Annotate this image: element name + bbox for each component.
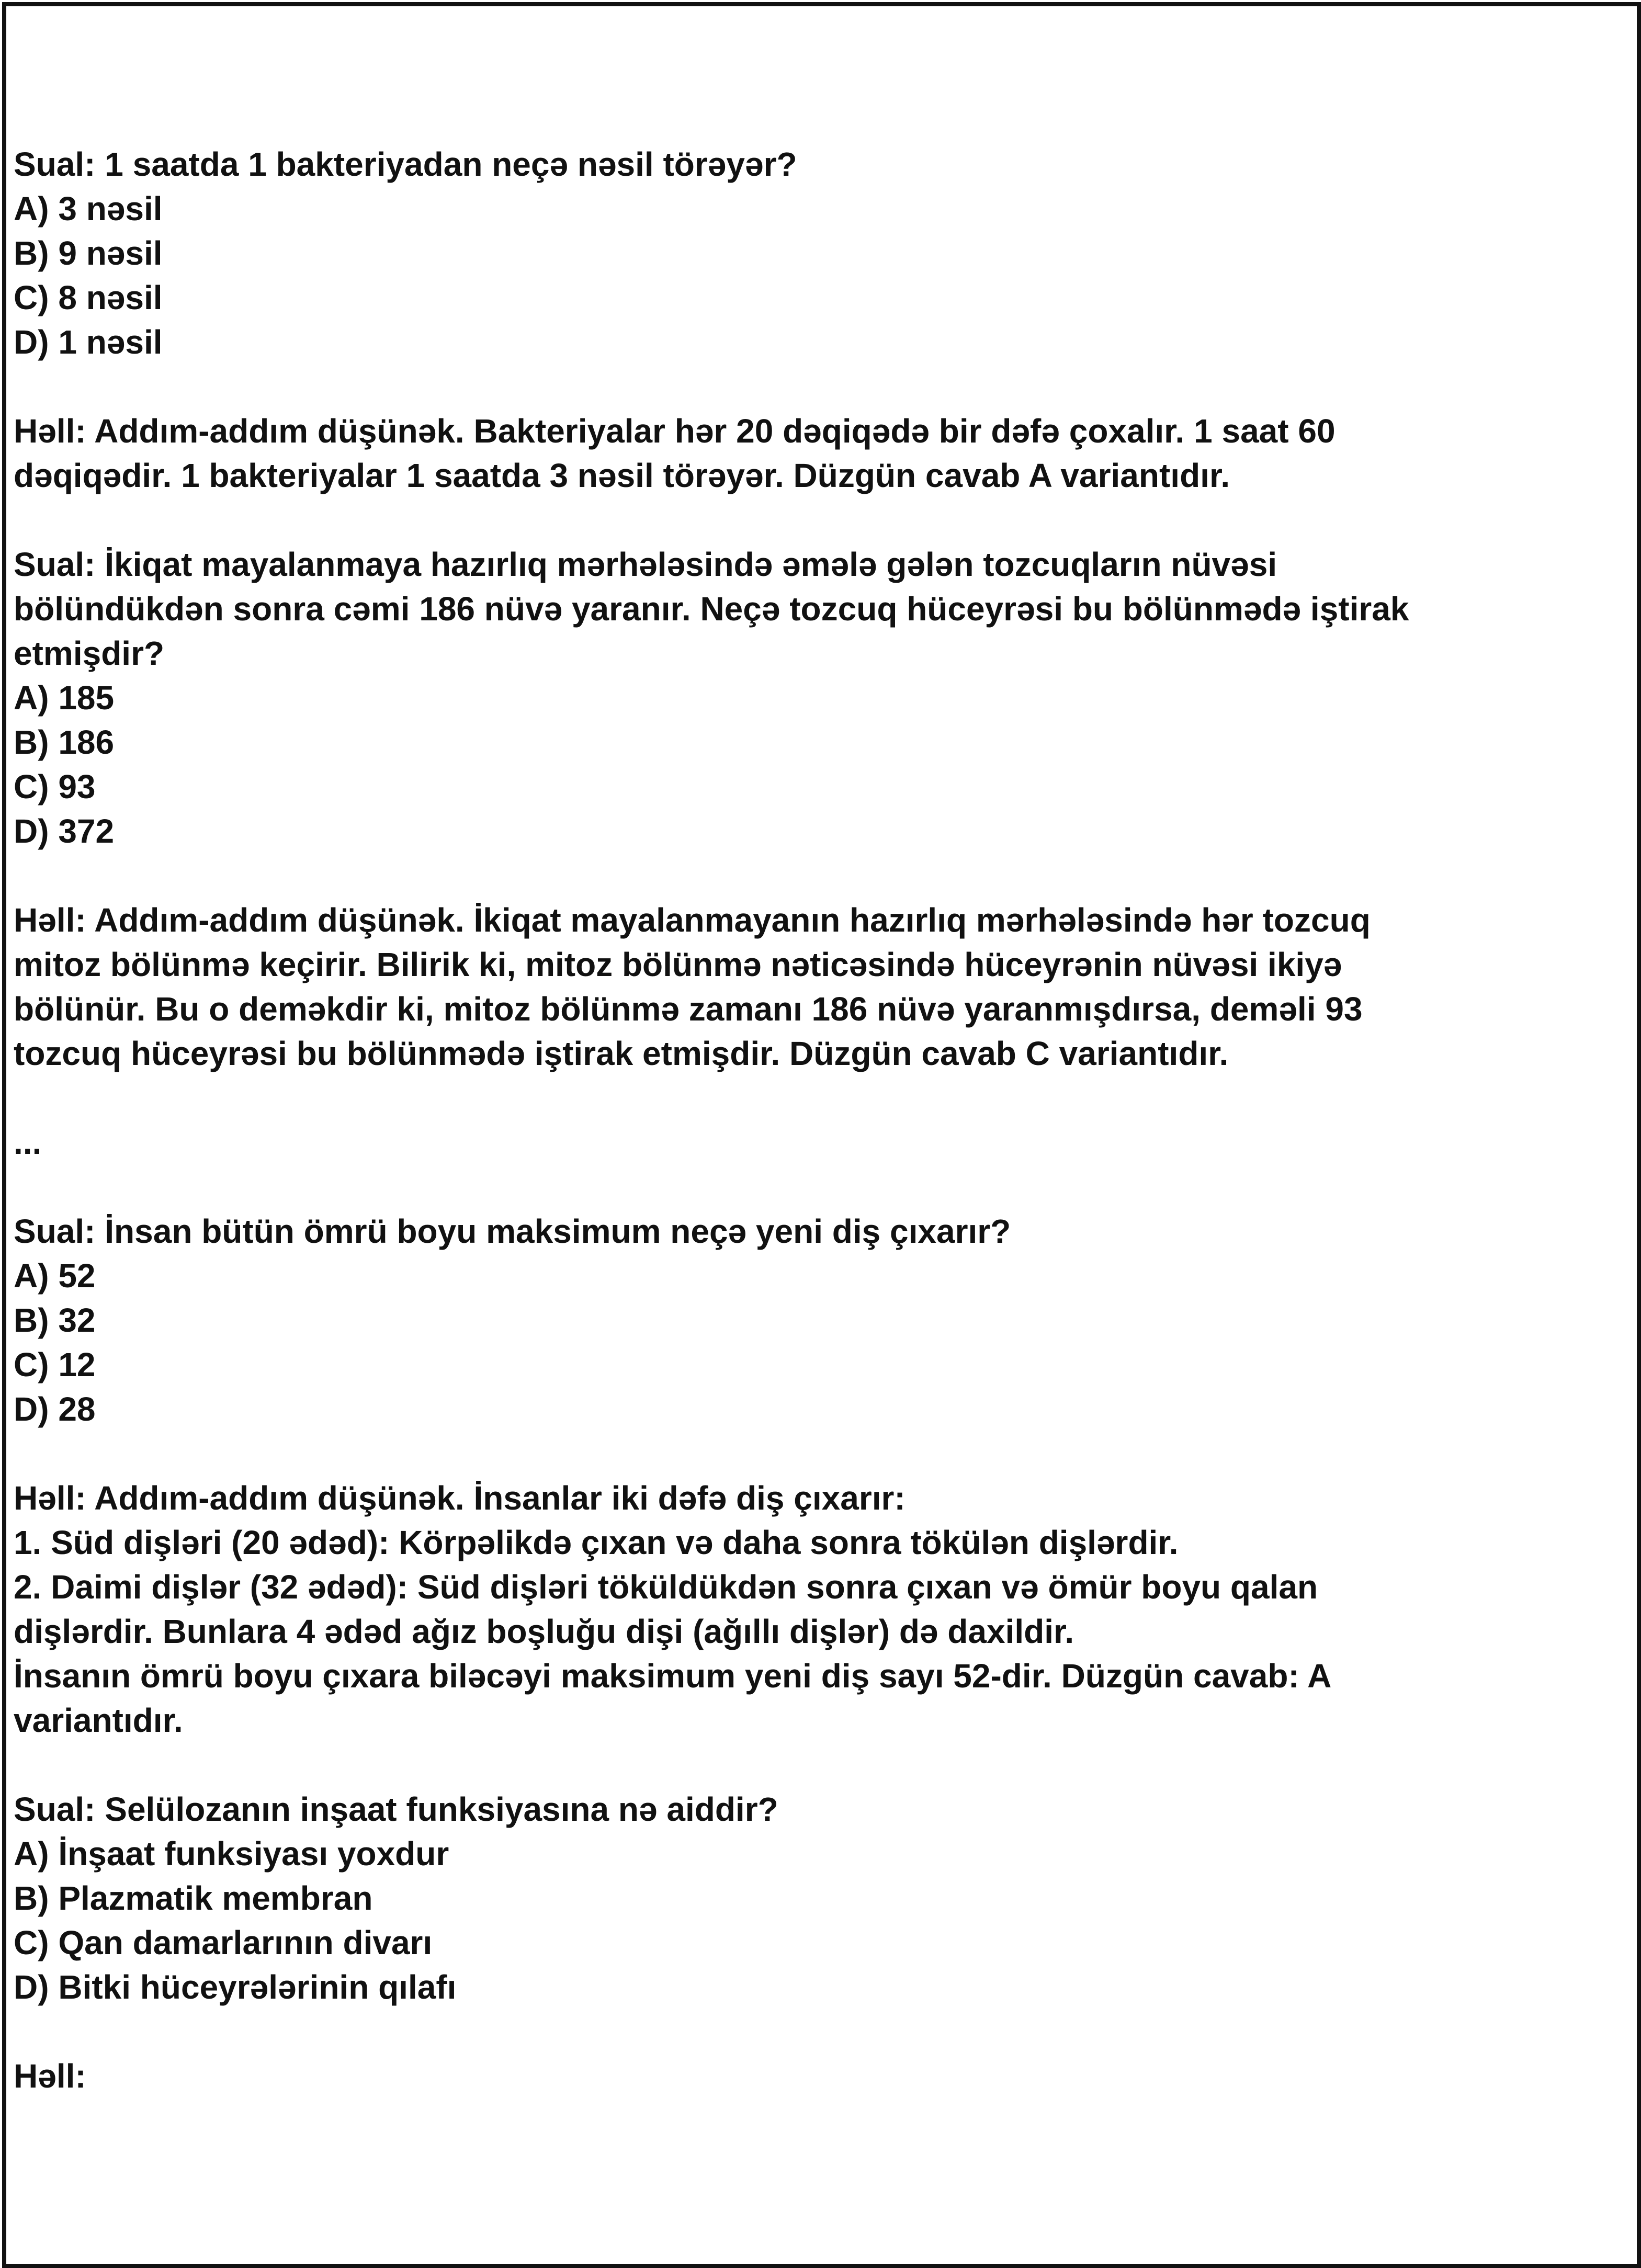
question-3-solution-line: 1. Süd dişləri (20 ədəd): Körpəlikdə çıxan və daha sonra tökülən dişlərdir. — [14, 1524, 1179, 1561]
question-3-text: Sual: İnsan bütün ömrü boyu maksimum neçə yeni diş çıxarır? — [14, 1212, 1011, 1250]
question-4-option-c: C) Qan damarlarının divarı — [14, 1924, 433, 1961]
question-2-option-d: D) 372 — [14, 812, 115, 850]
document-content — [14, 142, 1621, 2099]
question-4-text: Sual: Selülozanın inşaat funksiyasına nə aiddir? — [14, 1790, 778, 1828]
question-2-option-a: A) 185 — [14, 679, 115, 717]
question-1-solution-line: dəqiqədir. 1 bakteriyalar 1 saatda 3 nəsil törəyər. Düzgün cavab A variantıdır. — [14, 457, 1230, 494]
question-1-option-c: C) 8 nəsil — [14, 279, 163, 316]
question-2-text-line: etmişdir? — [14, 634, 165, 672]
question-1-option-d: D) 1 nəsil — [14, 323, 163, 361]
question-2-solution-line: bölünür. Bu o deməkdir ki, mitoz bölünmə zamanı 186 nüvə yaranmışdırsa, deməli 93 — [14, 990, 1363, 1028]
question-1-solution-line: Həll: Addım-addım düşünək. Bakteriyalar hər 20 dəqiqədə bir dəfə çoxalır. 1 saat 60 — [14, 412, 1336, 450]
question-3-solution-line: variantıdır. — [14, 1702, 183, 1739]
question-2-option-c: C) 93 — [14, 768, 96, 806]
question-3-solution-line: İnsanın ömrü boyu çıxara biləcəyi maksimum yeni diş sayı 52-dir. Düzgün cavab: A — [14, 1657, 1332, 1695]
question-2-text-line: Sual: İkiqat mayalanmaya hazırlıq mərhələsində əmələ gələn tozcuqların nüvəsi — [14, 546, 1277, 583]
question-4-option-a: A) İnşaat funksiyası yoxdur — [14, 1835, 449, 1873]
question-4-option-d: D) Bitki hüceyrələrinin qılafı — [14, 1968, 457, 2006]
question-3-option-a: A) 52 — [14, 1257, 96, 1295]
document-frame — [2, 2, 1641, 2268]
question-4-solution-label: Həll: — [14, 2057, 86, 2095]
question-3-option-c: C) 12 — [14, 1346, 96, 1384]
question-2-solution-line: Həll: Addım-addım düşünək. İkiqat mayalanmayanın hazırlıq mərhələsində hər tozcuq — [14, 901, 1371, 939]
question-3-option-b: B) 32 — [14, 1301, 96, 1339]
question-1-option-b: B) 9 nəsil — [14, 234, 163, 272]
question-2-solution-line: mitoz bölünmə keçirir. Bilirik ki, mitoz bölünmə nəticəsində hüceyrənin nüvəsi ikiyə — [14, 946, 1342, 983]
question-1-text: Sual: 1 saatda 1 bakteriyadan neçə nəsil törəyər? — [14, 145, 797, 183]
question-2-solution-line: tozcuq hüceyrəsi bu bölünmədə iştirak etmişdir. Düzgün cavab C variantıdır. — [14, 1035, 1229, 1072]
question-3-solution-line: dişlərdir. Bunlara 4 ədəd ağız boşluğu dişi (ağıllı dişlər) də daxildir. — [14, 1613, 1074, 1650]
question-2-option-b: B) 186 — [14, 723, 115, 761]
question-2-text-line: bölündükdən sonra cəmi 186 nüvə yaranır. Neçə tozcuq hüceyrəsi bu bölünmədə iştirak — [14, 590, 1409, 628]
question-1-option-a: A) 3 nəsil — [14, 190, 163, 228]
question-4-option-b: B) Plazmatik membran — [14, 1879, 373, 1917]
question-3-solution-line: Həll: Addım-addım düşünək. İnsanlar iki dəfə diş çıxarır: — [14, 1479, 906, 1517]
ellipsis-separator: ... — [14, 1124, 42, 1161]
question-3-solution-line: 2. Daimi dişlər (32 ədəd): Süd dişləri töküldükdən sonra çıxan və ömür boyu qalan — [14, 1568, 1318, 1606]
question-3-option-d: D) 28 — [14, 1390, 96, 1428]
